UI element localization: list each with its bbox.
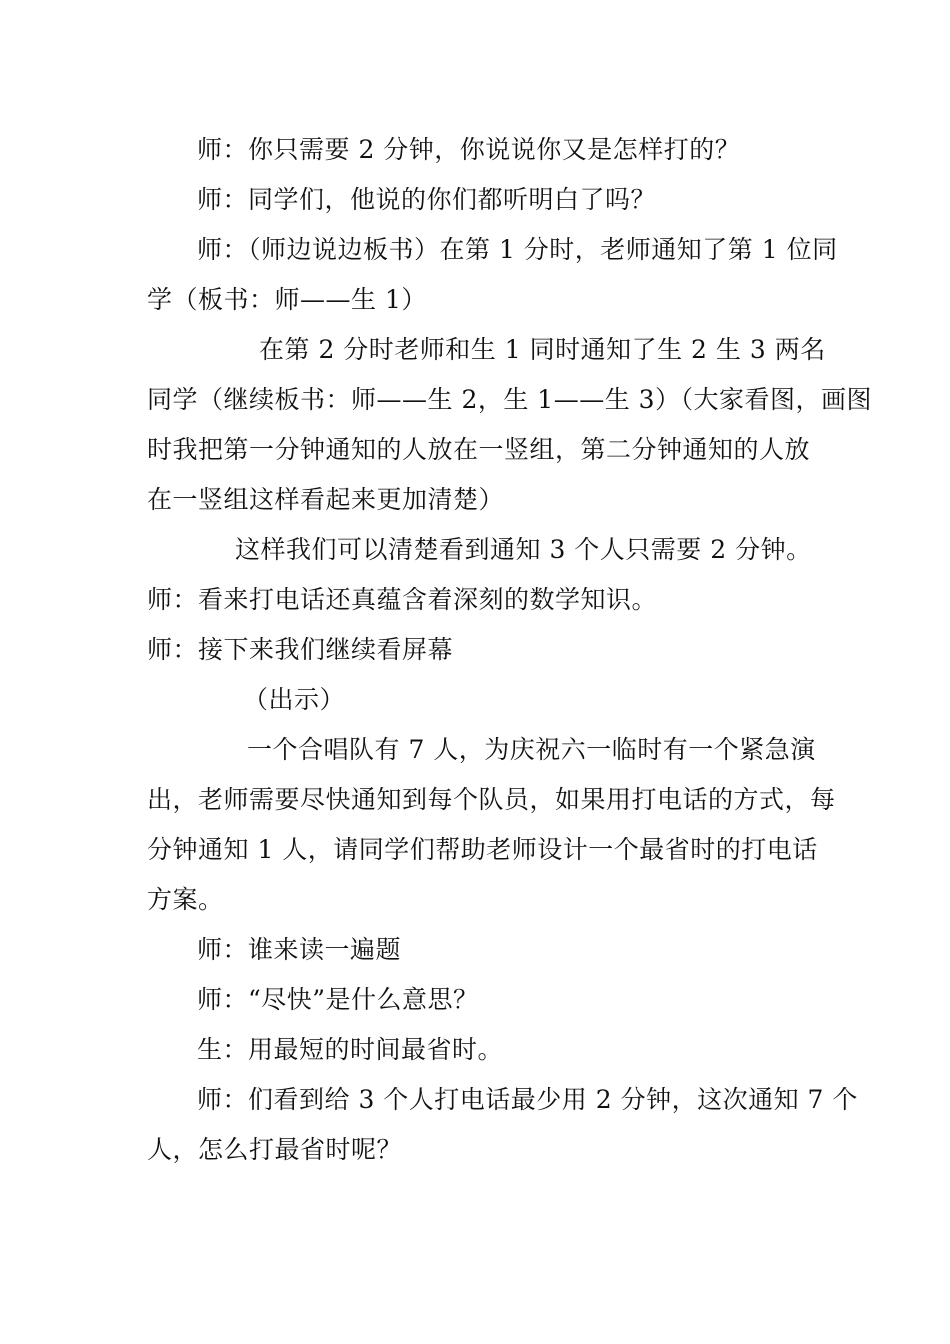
text-line-1: 师：你只需要 2 分钟，你说说你又是怎样打的？ xyxy=(197,135,741,164)
text-line-21: 人，怎么打最省时呢？ xyxy=(147,1135,403,1164)
text-line-16: 方案。 xyxy=(147,885,224,914)
text-line-20: 师：们看到给 3 个人打电话最少用 2 分钟，这次通知 7 个 xyxy=(197,1085,858,1114)
text-line-5: 在第 2 分时老师和生 1 同时通知了生 2 生 3 两名 xyxy=(259,335,826,364)
text-line-2: 师：同学们，他说的你们都听明白了吗？ xyxy=(197,185,657,214)
text-line-4: 学（板书：师——生 1） xyxy=(147,285,427,314)
text-line-7: 时我把第一分钟通知的人放在一竖组，第二分钟通知的人放 xyxy=(147,435,811,464)
text-line-9: 这样我们可以清楚看到通知 3 个人只需要 2 分钟。 xyxy=(235,535,812,564)
text-line-17: 师：谁来读一遍题 xyxy=(197,935,402,964)
text-line-13: 一个合唱队有 7 人，为庆祝六一临时有一个紧急演 xyxy=(247,735,816,764)
text-line-11: 师：接下来我们继续看屏幕 xyxy=(147,635,454,664)
text-line-12: （出示） xyxy=(243,685,346,714)
text-line-6: 同学（继续板书：师——生 2，生 1——生 3）（大家看图，画图 xyxy=(147,385,873,414)
text-line-18: 师：“尽快”是什么意思？ xyxy=(197,985,479,1014)
text-line-15: 分钟通知 1 人，请同学们帮助老师设计一个最省时的打电话 xyxy=(147,835,818,864)
text-line-3: 师：（师边说边板书）在第 1 分时，老师通知了第 1 位同 xyxy=(197,235,838,264)
text-line-8: 在一竖组这样看起来更加清楚） xyxy=(147,485,505,514)
text-line-14: 出，老师需要尽快通知到每个队员，如果用打电话的方式，每 xyxy=(147,785,836,814)
text-line-10: 师：看来打电话还真蕴含着深刻的数学知识。 xyxy=(147,585,658,614)
text-line-19: 生：用最短的时间最省时。 xyxy=(197,1035,504,1064)
